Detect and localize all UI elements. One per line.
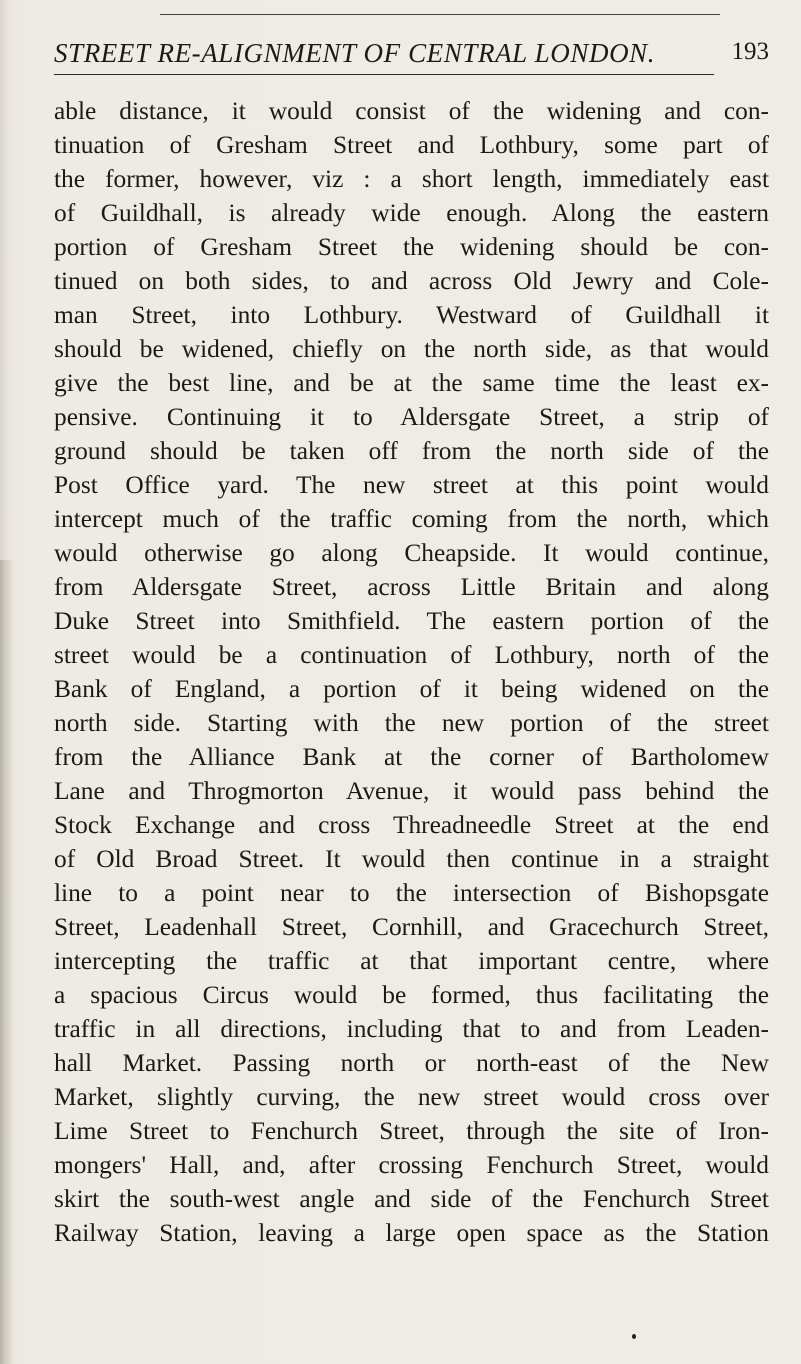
text-line: intercept much of the traffic coming from the north, which [54,505,769,533]
running-title: STREET RE-ALIGNMENT OF CENTRAL LONDON. [54,38,656,68]
text-line: should be widened, chiefly on the north side, as that would [54,335,769,363]
binding-shadow [0,560,14,1364]
text-line: Bank of England, a portion of it being widened on the [54,675,769,703]
text-line: mongers' Hall, and, after crossing Fenchurch Street, would [54,1151,769,1179]
text-line: Railway Station, leaving a large open space as the Station [54,1219,769,1247]
text-line: Market, slightly curving, the new street would cross over [54,1083,769,1111]
text-line: would otherwise go along Cheapside. It would continue, [54,539,769,567]
text-line: tinued on both sides, to and across Old Jewry and Cole- [54,267,769,295]
text-line: north side. Starting with the new portion of the street [54,709,769,737]
text-line: from Aldersgate Street, across Little Britain and along [54,573,769,601]
text-line: able distance, it would consist of the widening and con- [54,97,769,125]
text-line: Lime Street to Fenchurch Street, through the site of Iron- [54,1117,769,1145]
text-line: of Old Broad Street. It would then continue in a straight [54,845,769,873]
text-line: Lane and Throgmorton Avenue, it would pass behind the [54,777,769,805]
text-line: Street, Leadenhall Street, Cornhill, and Gracechurch Street, [54,913,769,941]
text-line: from the Alliance Bank at the corner of Bartholomew [54,743,769,771]
text-line: Post Office yard. The new street at this point would [54,471,769,499]
text-line: pensive. Continuing it to Aldersgate Street, a strip of [54,403,769,431]
text-line: Stock Exchange and cross Threadneedle Street at the end [54,811,769,839]
text-line: man Street, into Lothbury. Westward of Guildhall it [54,301,769,329]
header-rule-top [160,14,720,15]
running-head [54,38,769,78]
body-text [54,94,769,1250]
text-line: portion of Gresham Street the widening should be con- [54,233,769,261]
text-line: give the best line, and be at the same time the least ex- [54,369,769,397]
text-line: hall Market. Passing north or north-east of the New [54,1049,769,1077]
text-line: street would be a continuation of Lothbury, north of the [54,641,769,669]
text-line: a spacious Circus would be formed, thus facilitating the [54,981,769,1009]
text-line: intercepting the traffic at that important centre, where [54,947,769,975]
text-line: skirt the south-west angle and side of the Fenchurch Street [54,1185,769,1213]
text-line: ground should be taken off from the north side of the [54,437,769,465]
text-line: of Guildhall, is already wide enough. Along the eastern [54,199,769,227]
text-line: Duke Street into Smithfield. The eastern portion of the [54,607,769,635]
text-line: line to a point near to the intersection of Bishopsgate [54,879,769,907]
text-line: the former, however, viz : a short length, immediately east [54,165,769,193]
header-rule [54,74,714,75]
text-line: traffic in all directions, including that to and from Leaden- [54,1015,769,1043]
page-number: 193 [731,38,769,65]
ink-speck [632,1334,636,1339]
text-line: tinuation of Gresham Street and Lothbury, some part of [54,131,769,159]
